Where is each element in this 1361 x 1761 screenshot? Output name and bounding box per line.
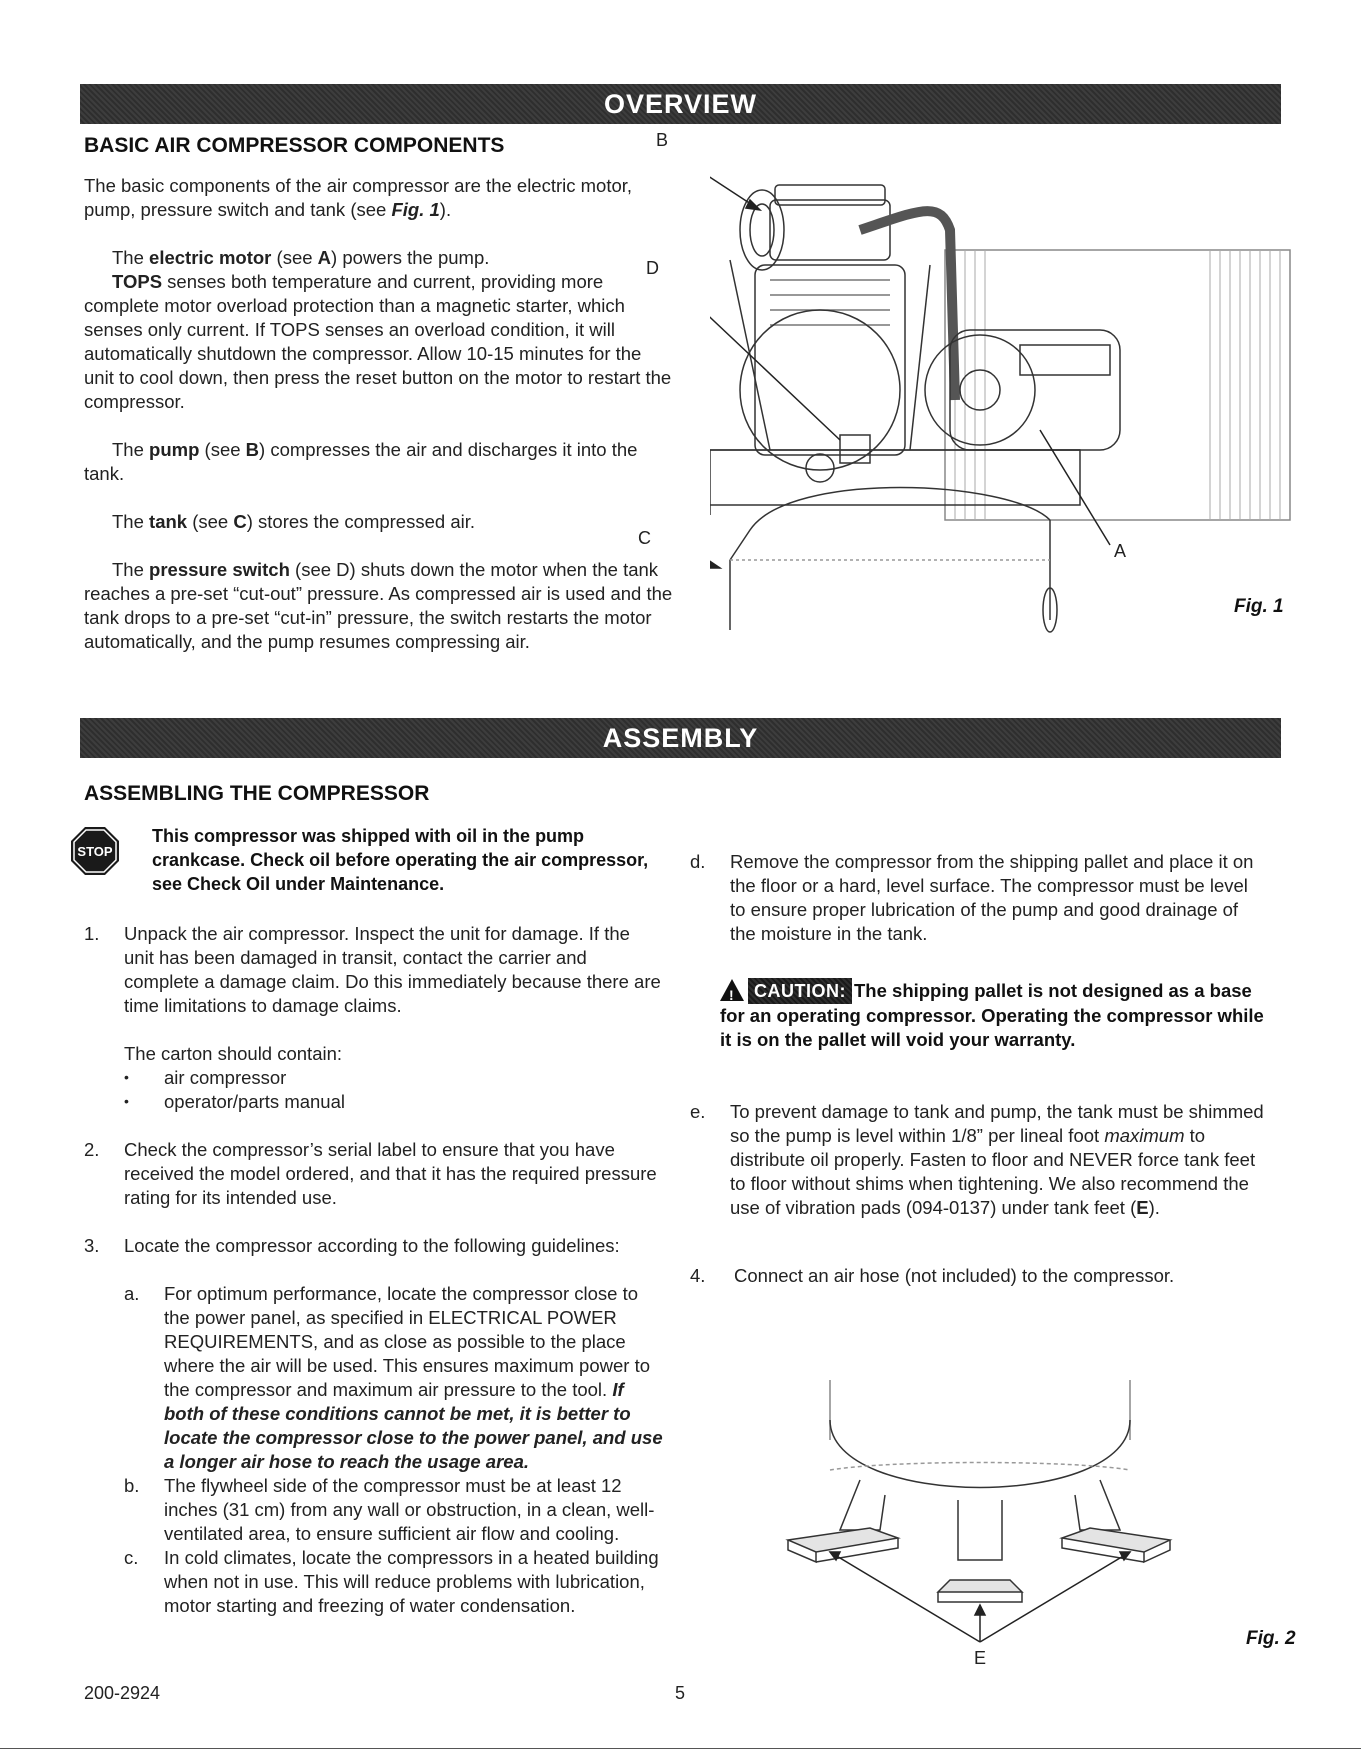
guideline-e-block: [690, 1100, 1265, 1220]
svg-text:STOP: STOP: [77, 844, 113, 859]
list-item: • operator/parts manual: [124, 1091, 345, 1112]
callout-b: B: [656, 130, 669, 150]
caution-text: The shipping pallet is not designed as a base for an operating compressor. Operating the compressor while it is on the pallet will void your warranty.: [720, 980, 1264, 1050]
figure-1: [710, 140, 1300, 710]
assembly-banner-title: ASSEMBLY: [602, 722, 759, 753]
callout-c: C: [638, 528, 651, 548]
caution-note: [720, 978, 1280, 1052]
guideline-a: a. For optimum performance, locate the compressor close to the power panel, as specified in ELECTRICAL POWER REQUIREMENTS, and as close as possible to the place where the air will be used. This ensures maximum power to the compressor and maximum air pressure to the tool. If both of these conditions cannot be met, it is better to locate the compressor close to the power panel, and use a longer air hose to reach the usage area.: [124, 1283, 663, 1472]
overview-banner: [80, 84, 1281, 124]
motor-paragraph: The electric motor (see A) powers the pump.: [112, 247, 490, 268]
guideline-d: d. Remove the compressor from the shipping pallet and place it on the floor or a hard, level surface. The compressor must be level to ensure proper lubrication of the pump and good drainage of the moisture in the tank.: [690, 851, 1254, 944]
guideline-e: e. To prevent damage to tank and pump, the tank must be shimmed so the pump is level within 1/8” per lineal foot maximum to distribute oil properly. Fasten to floor and NEVER force tank feet to floor without shims when tightening. We also recommend the use of vibration pads (094-0137) under tank feet (E).: [690, 1101, 1264, 1218]
tank-paragraph: The tank (see C) stores the compressed air.: [112, 511, 475, 532]
stop-note-text: This compressor was shipped with oil in the pump crankcase. Check oil before operating the air compressor, see Check Oil under Maintenance.: [152, 826, 649, 894]
step-3: 3. Locate the compressor according to the following guidelines:: [84, 1235, 620, 1256]
page-bottom-rule: [0, 1748, 1361, 1749]
figure-2: [770, 1380, 1190, 1670]
pump-paragraph: The pump (see B) compresses the air and discharges it into the tank.: [84, 439, 638, 484]
guideline-d-block: [690, 850, 1265, 946]
overview-intro: The basic components of the air compressor are the electric motor, pump, pressure switch and tank (see Fig. 1).: [84, 175, 633, 220]
document-number: 200-2924: [84, 1683, 161, 1703]
step-2: 2. Check the compressor’s serial label to ensure that you have received the model ordered, and that it has the required pressure rating for its intended use.: [84, 1139, 657, 1208]
assembly-banner: [80, 718, 1281, 758]
carton-contents: The carton should contain: • air compressor • operator/parts manual: [84, 1042, 664, 1114]
overview-banner-title: OVERVIEW: [603, 88, 758, 119]
guideline-c: c. In cold climates, locate the compressors in a heated building when not in use. This will reduce problems with lubrication, motor starting and freezing of water condensation.: [124, 1547, 659, 1616]
guideline-b: b. The flywheel side of the compressor must be at least 12 inches (31 cm) from any wall or obstruction, in a clean, well-ventilated area, to ensure sufficient air flow and cooling.: [124, 1475, 655, 1544]
step-3-guidelines: [84, 1282, 664, 1618]
stop-sign-icon: [70, 826, 120, 876]
fig-2-label: Fig. 2: [1246, 1628, 1296, 1649]
compressor-illustration: [710, 140, 1300, 710]
caution-badge: CAUTION:: [748, 978, 852, 1004]
step-1: 1. Unpack the air compressor. Inspect the unit for damage. If the unit has been damaged in transit, contact the carrier and complete a damage claim. Do this immediately because there are time limitations to damage claims.: [84, 923, 661, 1016]
callout-d: D: [646, 258, 659, 278]
pressure-switch-paragraph: The pressure switch (see D) shuts down the motor when the tank reaches a pre-set “cut-out” pressure. As compressed air is used and the tank drops to a pre-set “cut-in” pressure, the switch restarts the motor automatically, and the pump resumes compressing air.: [84, 559, 673, 652]
overview-heading: BASIC AIR COMPRESSOR COMPONENTS: [84, 134, 505, 157]
list-item: • air compressor: [124, 1067, 287, 1088]
overview-text: [84, 174, 674, 654]
tank-feet-illustration: [770, 1380, 1190, 1670]
page-number: 5: [675, 1683, 686, 1703]
warning-triangle-icon: [720, 979, 744, 1001]
assembly-heading: ASSEMBLING THE COMPRESSOR: [84, 782, 430, 805]
step-4: 4. Connect an air hose (not included) to the compressor.: [690, 1265, 1175, 1286]
callout-e: E: [974, 1648, 987, 1668]
tops-paragraph: TOPS senses both temperature and current, providing more complete motor overload protection than a magnetic starter, which senses only current. If TOPS senses an overload condition, it will automatically shutdown the compressor. Allow 10-15 minutes for the unit to cool down, then press the reset button on the motor to restart the compressor.: [84, 271, 672, 412]
assembly-left-column: [84, 922, 664, 1618]
callout-a: A: [1114, 541, 1127, 561]
fig-1-label: Fig. 1: [1234, 596, 1284, 617]
